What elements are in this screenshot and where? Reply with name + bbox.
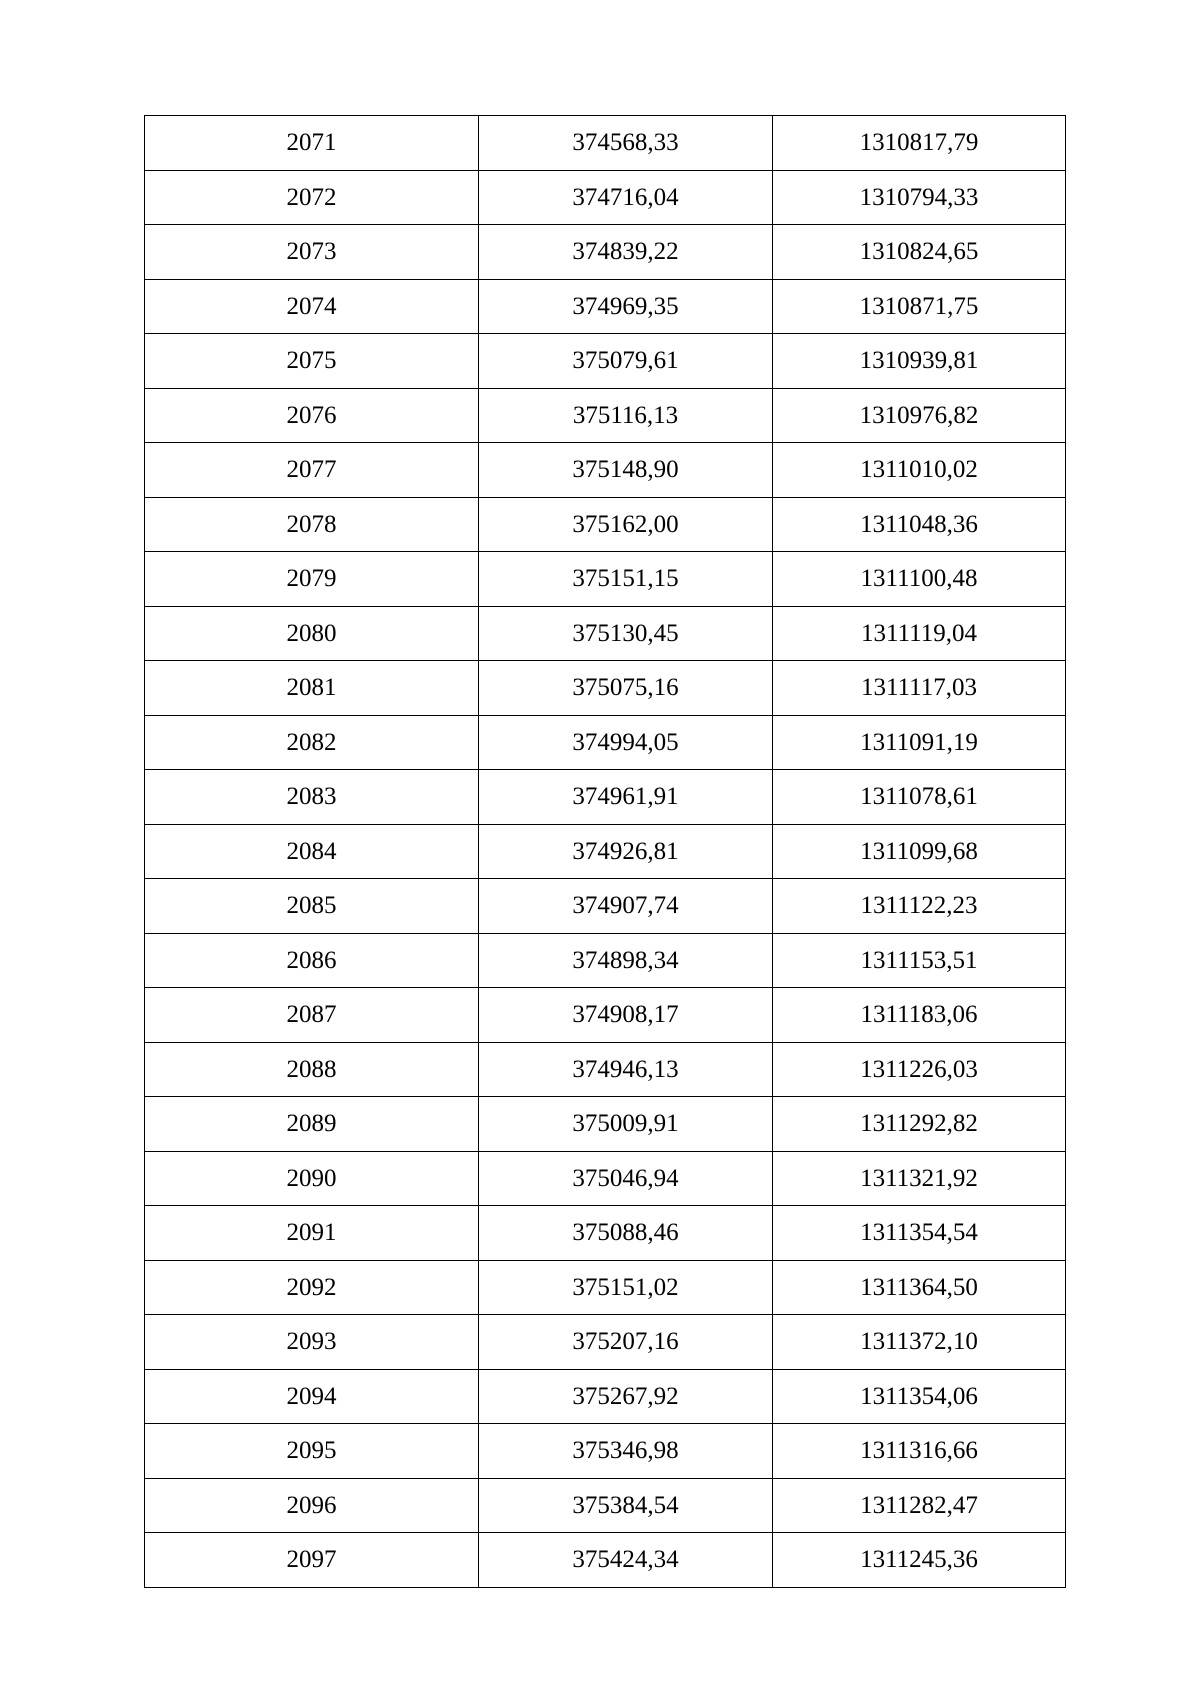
point-number-cell: 2083 xyxy=(145,770,479,825)
table-row xyxy=(145,715,1066,770)
point-number-cell: 2096 xyxy=(145,1478,479,1533)
table-row xyxy=(145,1097,1066,1152)
y-coordinate-cell: 1311153,51 xyxy=(773,933,1066,988)
y-coordinate-cell: 1311091,19 xyxy=(773,715,1066,770)
x-coordinate-cell: 375267,92 xyxy=(479,1369,773,1424)
y-coordinate-cell: 1311292,82 xyxy=(773,1097,1066,1152)
point-number-cell: 2076 xyxy=(145,388,479,443)
point-number-cell: 2073 xyxy=(145,225,479,280)
table-row xyxy=(145,1206,1066,1261)
table-row xyxy=(145,1151,1066,1206)
x-coordinate-cell: 375207,16 xyxy=(479,1315,773,1370)
y-coordinate-cell: 1311354,06 xyxy=(773,1369,1066,1424)
x-coordinate-cell: 374926,81 xyxy=(479,824,773,879)
y-coordinate-cell: 1311372,10 xyxy=(773,1315,1066,1370)
point-number-cell: 2090 xyxy=(145,1151,479,1206)
x-coordinate-cell: 374898,34 xyxy=(479,933,773,988)
table-row xyxy=(145,933,1066,988)
x-coordinate-cell: 375075,16 xyxy=(479,661,773,716)
x-coordinate-cell: 375384,54 xyxy=(479,1478,773,1533)
y-coordinate-cell: 1310976,82 xyxy=(773,388,1066,443)
y-coordinate-cell: 1311119,04 xyxy=(773,606,1066,661)
table-row xyxy=(145,116,1066,171)
point-number-cell: 2086 xyxy=(145,933,479,988)
y-coordinate-cell: 1311354,54 xyxy=(773,1206,1066,1261)
table-row xyxy=(145,388,1066,443)
x-coordinate-cell: 375088,46 xyxy=(479,1206,773,1261)
x-coordinate-cell: 374716,04 xyxy=(479,170,773,225)
point-number-cell: 2088 xyxy=(145,1042,479,1097)
table-row xyxy=(145,334,1066,389)
point-number-cell: 2077 xyxy=(145,443,479,498)
x-coordinate-cell: 374961,91 xyxy=(479,770,773,825)
table-row xyxy=(145,497,1066,552)
point-number-cell: 2081 xyxy=(145,661,479,716)
y-coordinate-cell: 1311226,03 xyxy=(773,1042,1066,1097)
y-coordinate-cell: 1311099,68 xyxy=(773,824,1066,879)
table-row xyxy=(145,1478,1066,1533)
point-number-cell: 2075 xyxy=(145,334,479,389)
point-number-cell: 2080 xyxy=(145,606,479,661)
y-coordinate-cell: 1311245,36 xyxy=(773,1533,1066,1588)
x-coordinate-cell: 374908,17 xyxy=(479,988,773,1043)
y-coordinate-cell: 1311048,36 xyxy=(773,497,1066,552)
x-coordinate-cell: 375148,90 xyxy=(479,443,773,498)
x-coordinate-cell: 374946,13 xyxy=(479,1042,773,1097)
x-coordinate-cell: 374839,22 xyxy=(479,225,773,280)
y-coordinate-cell: 1310939,81 xyxy=(773,334,1066,389)
y-coordinate-cell: 1311282,47 xyxy=(773,1478,1066,1533)
point-number-cell: 2091 xyxy=(145,1206,479,1261)
point-number-cell: 2079 xyxy=(145,552,479,607)
table-row xyxy=(145,279,1066,334)
x-coordinate-cell: 375079,61 xyxy=(479,334,773,389)
point-number-cell: 2084 xyxy=(145,824,479,879)
point-number-cell: 2074 xyxy=(145,279,479,334)
x-coordinate-cell: 375162,00 xyxy=(479,497,773,552)
x-coordinate-cell: 375130,45 xyxy=(479,606,773,661)
y-coordinate-cell: 1311316,66 xyxy=(773,1424,1066,1479)
table-row xyxy=(145,1260,1066,1315)
y-coordinate-cell: 1310824,65 xyxy=(773,225,1066,280)
y-coordinate-cell: 1311078,61 xyxy=(773,770,1066,825)
point-number-cell: 2072 xyxy=(145,170,479,225)
x-coordinate-cell: 375046,94 xyxy=(479,1151,773,1206)
x-coordinate-cell: 375346,98 xyxy=(479,1424,773,1479)
table-row xyxy=(145,988,1066,1043)
table-row xyxy=(145,552,1066,607)
point-number-cell: 2078 xyxy=(145,497,479,552)
y-coordinate-cell: 1311183,06 xyxy=(773,988,1066,1043)
x-coordinate-cell: 375116,13 xyxy=(479,388,773,443)
table-row xyxy=(145,824,1066,879)
point-number-cell: 2092 xyxy=(145,1260,479,1315)
x-coordinate-cell: 374568,33 xyxy=(479,116,773,171)
y-coordinate-cell: 1311010,02 xyxy=(773,443,1066,498)
table-row xyxy=(145,1533,1066,1588)
table-row xyxy=(145,1315,1066,1370)
y-coordinate-cell: 1311117,03 xyxy=(773,661,1066,716)
x-coordinate-cell: 375151,15 xyxy=(479,552,773,607)
table-row xyxy=(145,1424,1066,1479)
table-row xyxy=(145,606,1066,661)
x-coordinate-cell: 374994,05 xyxy=(479,715,773,770)
point-number-cell: 2094 xyxy=(145,1369,479,1424)
y-coordinate-cell: 1310871,75 xyxy=(773,279,1066,334)
table-row xyxy=(145,170,1066,225)
x-coordinate-cell: 374969,35 xyxy=(479,279,773,334)
y-coordinate-cell: 1310794,33 xyxy=(773,170,1066,225)
y-coordinate-cell: 1311100,48 xyxy=(773,552,1066,607)
x-coordinate-cell: 375009,91 xyxy=(479,1097,773,1152)
point-number-cell: 2071 xyxy=(145,116,479,171)
x-coordinate-cell: 375424,34 xyxy=(479,1533,773,1588)
table-row xyxy=(145,1369,1066,1424)
point-number-cell: 2095 xyxy=(145,1424,479,1479)
point-number-cell: 2087 xyxy=(145,988,479,1043)
point-number-cell: 2089 xyxy=(145,1097,479,1152)
y-coordinate-cell: 1311364,50 xyxy=(773,1260,1066,1315)
y-coordinate-cell: 1311122,23 xyxy=(773,879,1066,934)
table-row xyxy=(145,879,1066,934)
x-coordinate-cell: 374907,74 xyxy=(479,879,773,934)
x-coordinate-cell: 375151,02 xyxy=(479,1260,773,1315)
table-row xyxy=(145,661,1066,716)
y-coordinate-cell: 1310817,79 xyxy=(773,116,1066,171)
coordinates-table xyxy=(144,115,1066,1588)
y-coordinate-cell: 1311321,92 xyxy=(773,1151,1066,1206)
coordinates-table-body xyxy=(145,116,1066,1588)
point-number-cell: 2097 xyxy=(145,1533,479,1588)
point-number-cell: 2093 xyxy=(145,1315,479,1370)
table-row xyxy=(145,1042,1066,1097)
table-row xyxy=(145,443,1066,498)
point-number-cell: 2085 xyxy=(145,879,479,934)
point-number-cell: 2082 xyxy=(145,715,479,770)
table-row xyxy=(145,225,1066,280)
table-row xyxy=(145,770,1066,825)
